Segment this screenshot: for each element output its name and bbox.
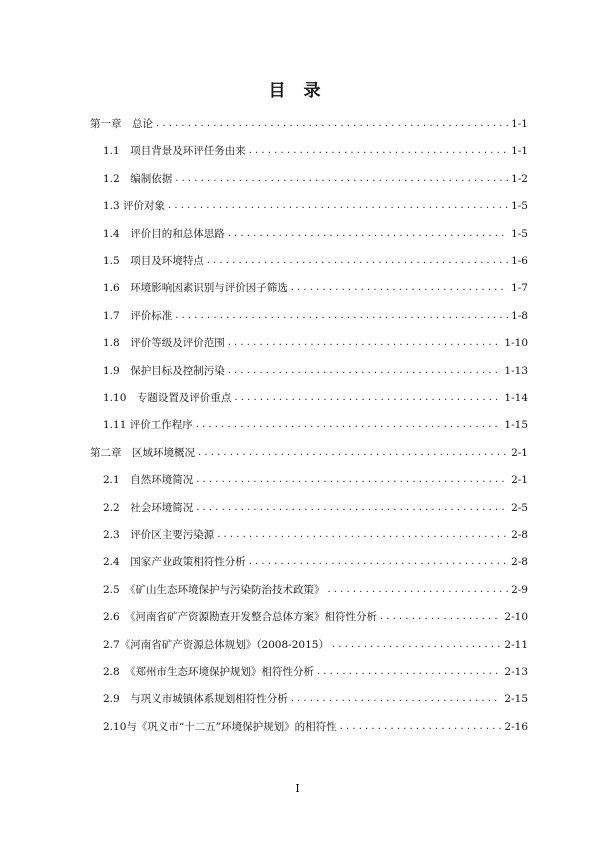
toc-entry[interactable] — [103, 363, 528, 379]
toc-entry[interactable] — [103, 390, 528, 406]
toc-entry-page-number: 1-10 — [504, 337, 528, 350]
toc-entry-page-number: 1-1 — [511, 118, 528, 130]
dot-leader — [291, 280, 508, 296]
toc-entry[interactable] — [90, 116, 528, 132]
toc-entry-label: 2.6 《河南省矿产资源勘查开发整合总体方案》相符性分析 — [103, 611, 377, 624]
toc-entry[interactable] — [103, 472, 528, 488]
dot-leader — [196, 500, 508, 516]
dot-leader — [234, 390, 501, 406]
toc-entry-label: 第一章 总论 — [90, 118, 153, 130]
toc-entry-label: 2.2 社会环境简况 — [103, 501, 194, 514]
dot-leader — [168, 198, 508, 214]
toc-entry-label: 1.2 编制依据 — [103, 172, 173, 185]
toc-entry-label: 1.5 项目及环境特点 — [103, 255, 204, 267]
toc-entry[interactable] — [103, 253, 528, 269]
dot-leader — [249, 143, 508, 159]
toc-entry-page-number: 2-16 — [504, 720, 528, 733]
toc-entry-label: 1.4 评价目的和总体思路 — [103, 227, 225, 240]
dot-leader — [327, 582, 508, 598]
toc-entry-label: 2.3 评价区主要污染源 — [103, 529, 215, 541]
toc-entry[interactable] — [103, 143, 528, 159]
toc-entry-page-number: 2-11 — [504, 638, 528, 651]
dot-leader — [249, 554, 508, 570]
toc-entry-label: 1.6 环境影响因素识别与评价因子筛选 — [103, 282, 288, 295]
toc-entry-page-number: 2-15 — [504, 693, 528, 706]
toc-entry[interactable] — [103, 308, 528, 324]
toc-entry-label: 2.10与《巩义市“十二五”环境保护规划》的相符性 — [103, 720, 337, 733]
toc-entry-page-number: 2-5 — [511, 501, 528, 514]
toc-entry-page-number: 1-6 — [511, 255, 528, 267]
toc-entry-label: 2.1 自然环境简况 — [103, 474, 194, 487]
dot-leader — [340, 719, 502, 735]
toc-entry[interactable] — [103, 609, 528, 625]
toc-entry[interactable] — [103, 691, 528, 707]
dot-leader — [291, 691, 502, 707]
toc-title: 目 录 — [268, 81, 327, 101]
dot-leader — [332, 637, 501, 653]
toc-entry-label: 1.9 保护目标及控制污染 — [103, 364, 225, 377]
toc-entry[interactable] — [103, 527, 528, 543]
dot-leader — [198, 445, 508, 461]
dot-leader — [228, 226, 508, 242]
toc-entry-page-number: 2-9 — [511, 583, 528, 596]
toc-entry-label: 2.8 《郑州市生态环境保护规划》相符性分析 — [103, 666, 314, 678]
dot-leader — [175, 308, 508, 324]
dot-leader — [156, 116, 508, 132]
toc-entry-page-number: 1-14 — [504, 392, 528, 404]
toc-entry-label: 1.11 评价工作程序 — [103, 419, 193, 432]
toc-entry-label: 1.3 评价对象 — [103, 200, 166, 213]
toc-entry-label: 2.7《河南省矿产资源总体规划》（2008-2015） — [103, 638, 329, 651]
dot-leader — [317, 664, 501, 680]
toc-entry[interactable] — [103, 417, 528, 433]
dot-leader — [380, 609, 501, 625]
dot-leader — [228, 335, 502, 351]
toc-entry[interactable] — [103, 719, 528, 735]
toc-entry-page-number: 1-13 — [504, 364, 528, 377]
toc-entry-page-number: 1-1 — [511, 145, 528, 158]
dot-leader — [175, 171, 508, 187]
toc-entry-label: 2.4 国家产业政策相符性分析 — [103, 556, 246, 569]
toc-entry-label: 2.9 与巩义市城镇体系规划相符性分析 — [103, 693, 288, 706]
toc-entry[interactable] — [103, 554, 528, 570]
toc-entry-page-number: 1-5 — [511, 200, 528, 213]
toc-entry[interactable] — [103, 226, 528, 242]
dot-leader — [196, 472, 508, 488]
toc-entry-page-number: 1-2 — [511, 172, 528, 185]
dot-leader — [217, 527, 508, 543]
dot-leader — [228, 363, 502, 379]
toc-entry-label: 第二章 区域环境概况 — [90, 446, 195, 459]
toc-entry[interactable] — [103, 637, 528, 653]
toc-entry[interactable] — [90, 445, 528, 461]
toc-entry-page-number: 2-8 — [511, 556, 528, 569]
toc-entry-page-number: 1-5 — [511, 227, 528, 240]
toc-entry-page-number: 2-1 — [511, 446, 528, 459]
toc-entry[interactable] — [103, 198, 528, 214]
toc-entry-label: 1.8 评价等级及评价范围 — [103, 337, 225, 350]
toc-entry-label: 2.5 《矿山生态环境保护与污染防治技术政策》 — [103, 583, 325, 596]
toc-entry-label: 1.1 项目背景及环评任务由来 — [103, 145, 246, 158]
dot-leader — [207, 253, 508, 269]
toc-entry-page-number: 2-8 — [511, 529, 528, 541]
toc-entry[interactable] — [103, 582, 528, 598]
toc-entry[interactable] — [103, 280, 528, 296]
toc-entry-page-number: 2-10 — [504, 611, 528, 624]
toc-entry-page-number: 2-1 — [511, 474, 528, 487]
toc-entry-page-number: 1-7 — [511, 282, 528, 295]
toc-entry-page-number: 1-15 — [504, 419, 528, 432]
toc-entry-label: 1.7 评价标准 — [103, 309, 173, 322]
toc-entry[interactable] — [103, 664, 528, 680]
toc-entry[interactable] — [103, 335, 528, 351]
dot-leader — [196, 417, 502, 433]
toc-entry-page-number: 2-13 — [504, 666, 528, 678]
page-number-footer: I — [295, 782, 300, 795]
toc-entry[interactable] — [103, 171, 528, 187]
toc-entry-label: 1.10 专题设置及评价重点 — [103, 392, 232, 404]
toc-entry[interactable] — [103, 500, 528, 516]
toc-entry-page-number: 1-8 — [511, 309, 528, 322]
